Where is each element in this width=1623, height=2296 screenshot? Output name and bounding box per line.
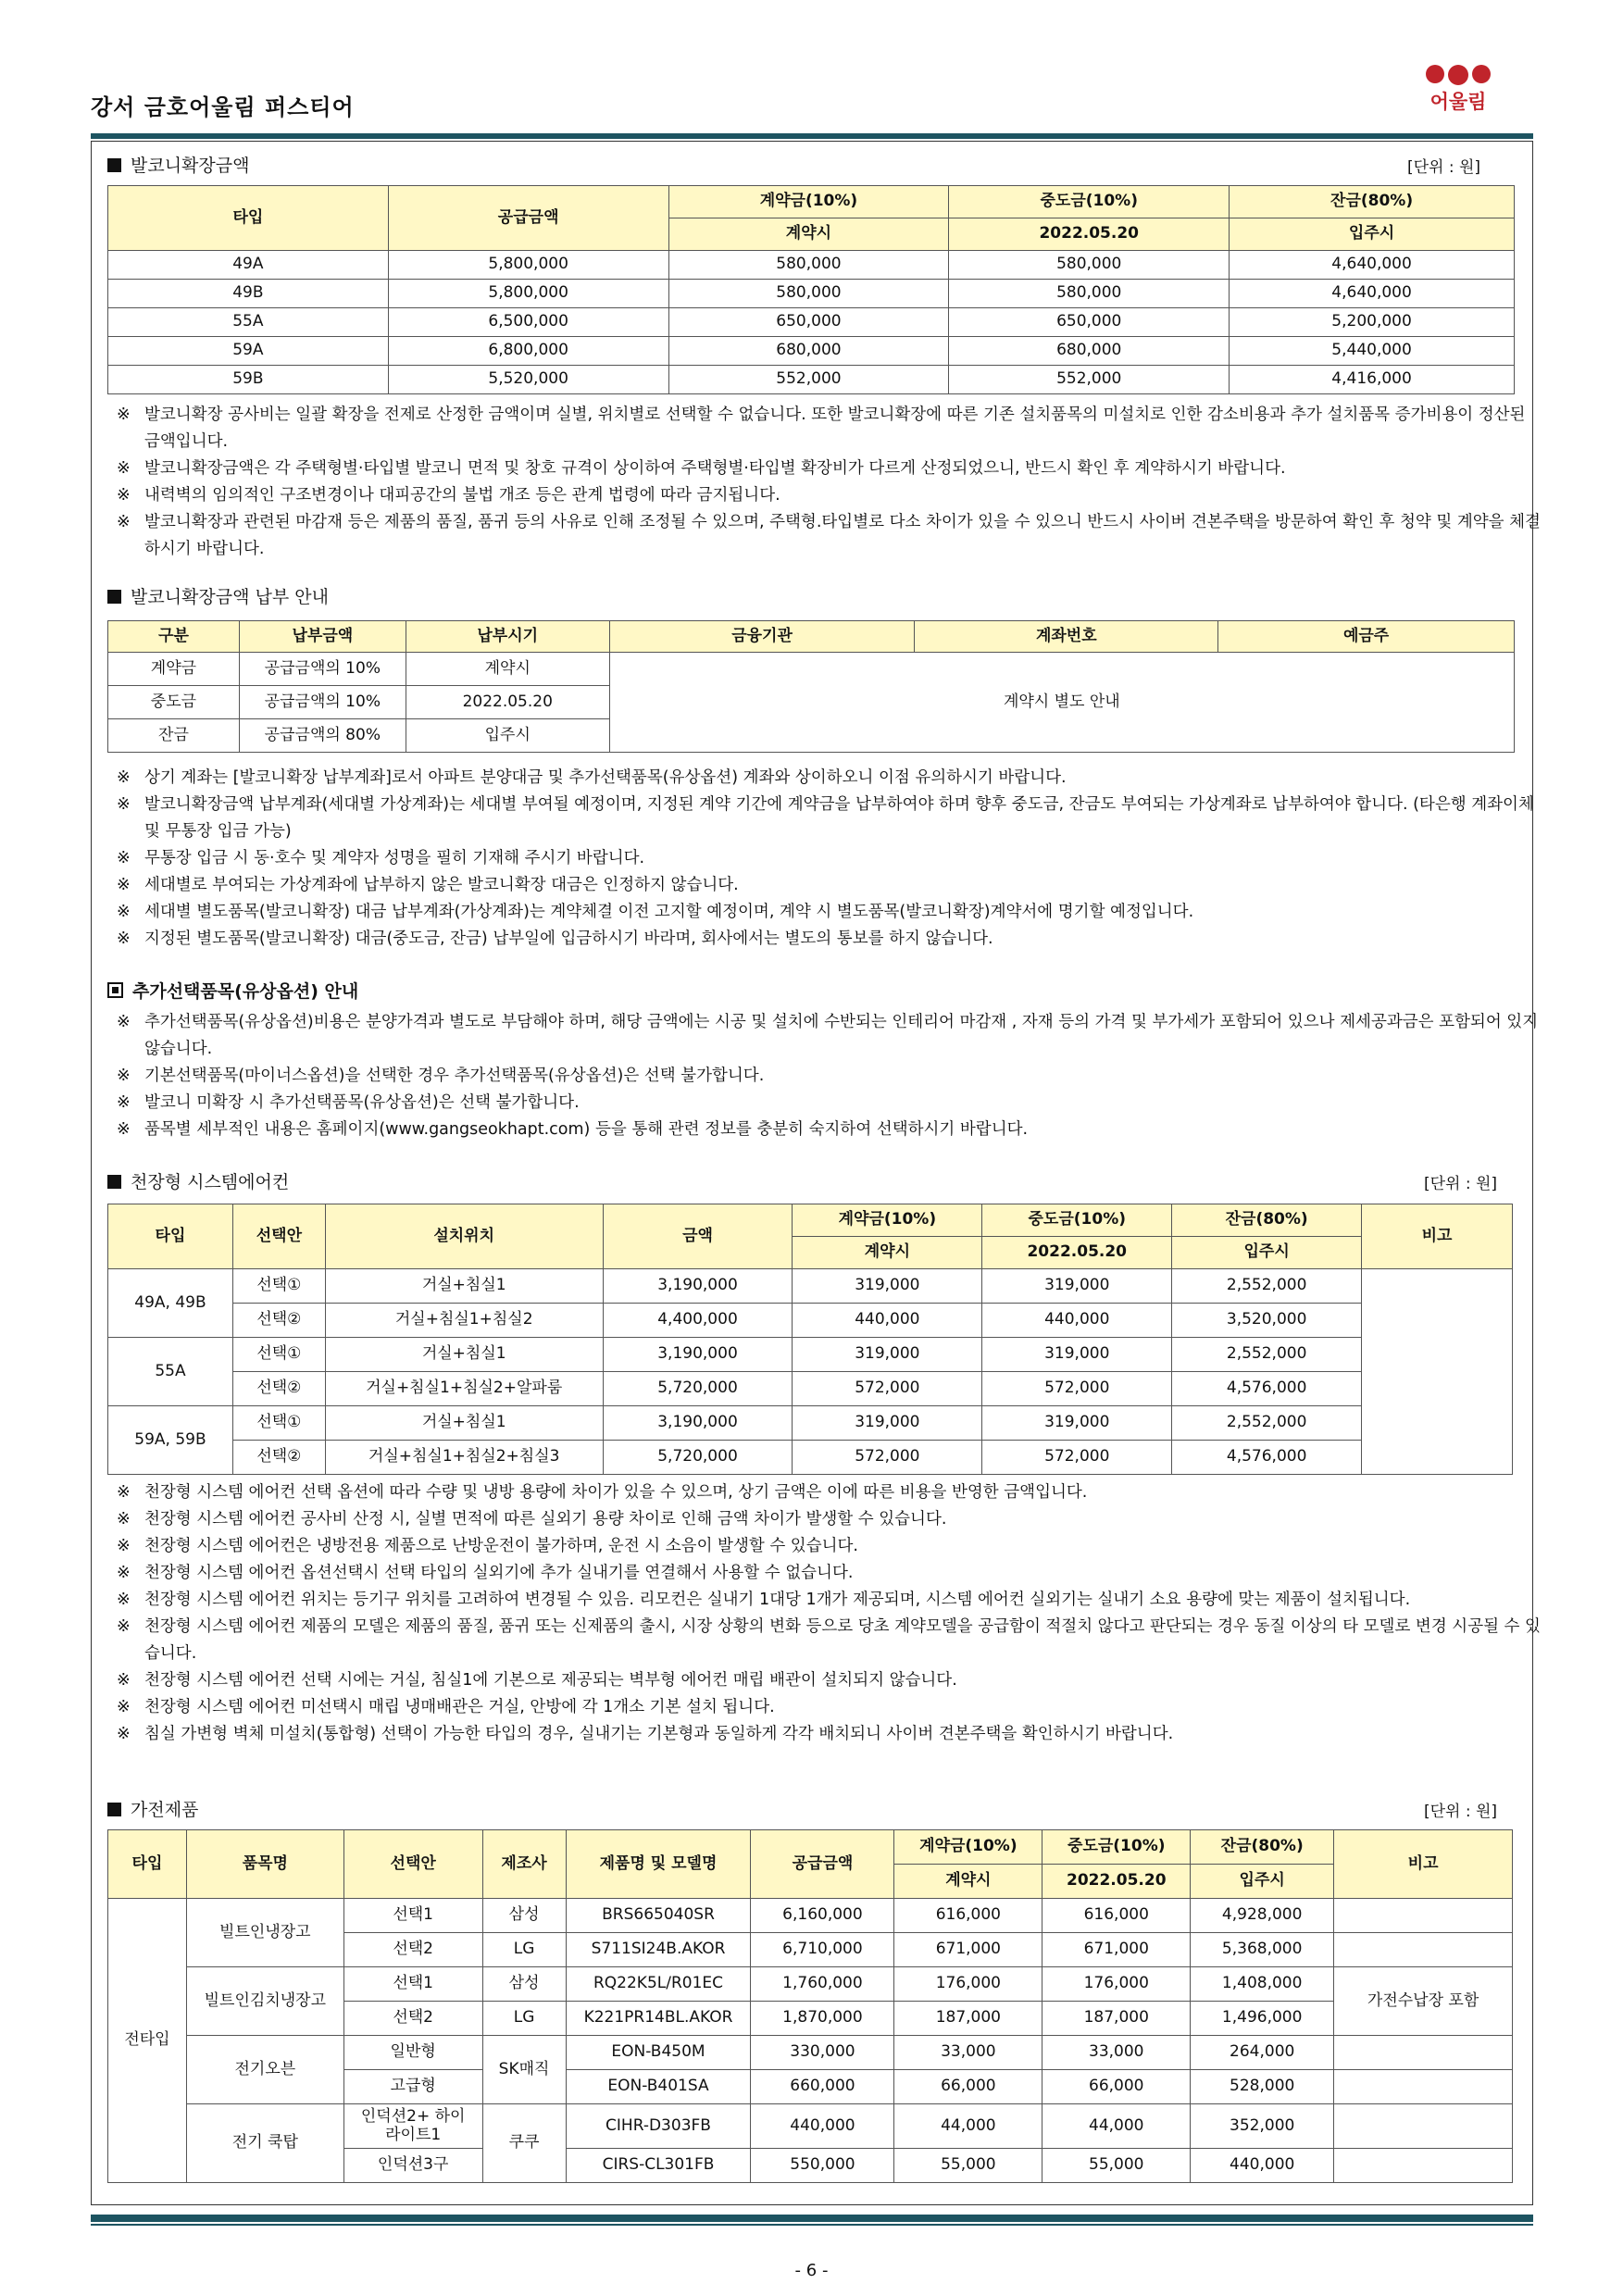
boxed-square-icon — [107, 982, 123, 998]
table-cell: RQ22K5L/R01EC — [566, 1967, 751, 2002]
col-option: 선택안 — [343, 1830, 482, 1899]
appliance-type-cell: 전타입 — [108, 1899, 187, 2183]
table-cell: 49A — [108, 251, 389, 280]
table-cell: 352,000 — [1191, 2104, 1334, 2149]
table-row — [108, 251, 1515, 280]
table-cell: 5,720,000 — [603, 1441, 793, 1475]
balcony-notes — [117, 402, 1542, 563]
aircon-unit: [단위 : 원] — [1424, 1175, 1498, 1193]
table-cell: BRS665040SR — [566, 1899, 751, 1933]
table-cell: 4,640,000 — [1230, 280, 1515, 308]
table-row — [108, 1372, 1513, 1406]
logo-dots-icon — [1421, 65, 1495, 85]
note-item — [117, 482, 1542, 509]
note-text: 품목별 세부적인 내용은 홈페이지(www.gangseokhapt.com) 등을 통해 관련 정보를 충분히 숙지하여 선택하시기 바랍니다. — [144, 1120, 1029, 1139]
brand-logo — [1421, 65, 1495, 115]
note-item — [117, 899, 1542, 926]
note-item — [117, 1667, 1542, 1694]
note-item — [117, 872, 1542, 899]
table-cell: 671,000 — [1042, 1933, 1191, 1967]
table-cell: 680,000 — [668, 337, 949, 366]
table-cell: 66,000 — [894, 2070, 1042, 2104]
note-item — [117, 1090, 1542, 1117]
col-location: 설치위치 — [325, 1204, 603, 1269]
col-middle-when: 2022.05.20 — [949, 218, 1230, 251]
col-contract: 계약금(10%) — [793, 1204, 982, 1237]
col-contract-when: 계약시 — [793, 1237, 982, 1269]
table-cell: 650,000 — [668, 308, 949, 337]
reference-mark-icon: ※ — [117, 513, 131, 531]
note-item — [117, 1117, 1542, 1143]
table-cell: 187,000 — [1042, 2002, 1191, 2036]
col-middle-when: 2022.05.20 — [1042, 1865, 1191, 1899]
table-cell: 552,000 — [949, 366, 1230, 394]
payment-col-header: 납부시기 — [406, 621, 609, 653]
reference-mark-icon: ※ — [117, 1067, 131, 1085]
table-cell: 580,000 — [668, 251, 949, 280]
col-contract: 계약금(10%) — [668, 186, 949, 218]
table-row — [108, 2036, 1513, 2070]
col-amount: 금액 — [603, 1204, 793, 1269]
table-row — [108, 1899, 1513, 1933]
appliance-table — [107, 1829, 1513, 2183]
reference-mark-icon: ※ — [117, 1510, 131, 1529]
note-item — [117, 765, 1542, 792]
payment-section-title: 발코니확장금액 납부 안내 — [107, 583, 329, 608]
note-item — [117, 1694, 1542, 1721]
note-item — [117, 1560, 1542, 1587]
reference-mark-icon: ※ — [117, 1013, 131, 1031]
note-text: 발코니확장금액은 각 주택형별·타입별 발코니 면적 및 창호 규격이 상이하여 주택형별·타입별 확장비가 다르게 산정되었으니, 반드시 확인 후 계약하시기 바랍니다. — [144, 459, 1286, 478]
col-balance: 잔금(80%) — [1172, 1204, 1362, 1237]
table-cell: 4,400,000 — [603, 1304, 793, 1338]
table-cell: EON-B450M — [566, 2036, 751, 2070]
note-text: 침실 가변형 벽체 미설치(통합형) 선택이 가능한 타입의 경우, 실내기는 기본형과 동일하게 각각 배치되니 사이버 견본주택을 확인하시기 바랍니다. — [144, 1725, 1174, 1743]
table-row — [108, 280, 1515, 308]
table-cell: 거실+침실1+침실2+알파룸 — [325, 1372, 603, 1406]
aircon-type-cell: 55A — [108, 1338, 233, 1406]
table-cell: 3,190,000 — [603, 1269, 793, 1304]
note-item — [117, 509, 1542, 563]
square-bullet-icon — [107, 1175, 121, 1189]
appliance-item-name: 전기 쿡탑 — [186, 2104, 343, 2183]
appliance-note-cell — [1334, 1933, 1513, 1967]
table-cell: 59A — [108, 337, 389, 366]
appliance-option: 고급형 — [343, 2070, 482, 2104]
table-cell: 55,000 — [894, 2149, 1042, 2183]
reference-mark-icon: ※ — [117, 903, 131, 921]
appliance-unit: [단위 : 원] — [1424, 1803, 1498, 1821]
table-cell: 5,440,000 — [1230, 337, 1515, 366]
note-text: 상기 계좌는 [발코니확장 납부계좌]로서 아파트 분양대금 및 추가선택품목(유상옵션) 계좌와 상이하오니 이점 유의하시기 바랍니다. — [144, 768, 1067, 787]
payment-amount: 공급금액의 10% — [239, 653, 406, 686]
col-middle-when: 2022.05.20 — [982, 1237, 1172, 1269]
table-row — [108, 1967, 1513, 2002]
col-note: 비고 — [1362, 1204, 1513, 1269]
col-balance-when: 입주시 — [1230, 218, 1515, 251]
table-cell: 4,928,000 — [1191, 1899, 1334, 1933]
table-cell: 3,190,000 — [603, 1406, 793, 1441]
table-cell: 49B — [108, 280, 389, 308]
payment-table — [107, 620, 1515, 753]
table-cell: 1,496,000 — [1191, 2002, 1334, 2036]
reference-mark-icon: ※ — [117, 1591, 131, 1609]
table-cell: 440,000 — [1191, 2149, 1334, 2183]
appliance-note-cell — [1334, 2070, 1513, 2104]
table-cell: 2,552,000 — [1172, 1269, 1362, 1304]
table-cell: 176,000 — [894, 1967, 1042, 2002]
table-cell: 3,520,000 — [1172, 1304, 1362, 1338]
note-item — [117, 1063, 1542, 1090]
table-row — [108, 1441, 1513, 1475]
reference-mark-icon: ※ — [117, 1537, 131, 1555]
appliance-note-cell — [1334, 2104, 1513, 2149]
table-cell: 선택② — [232, 1441, 325, 1475]
reference-mark-icon: ※ — [117, 849, 131, 867]
col-contract-when: 계약시 — [668, 218, 949, 251]
table-cell: 5,800,000 — [388, 280, 668, 308]
square-bullet-icon — [107, 158, 121, 172]
reference-mark-icon: ※ — [117, 1120, 131, 1139]
footer-rule — [91, 2215, 1533, 2222]
aircon-note-cell — [1362, 1269, 1513, 1475]
table-cell: 440,000 — [793, 1304, 982, 1338]
options-notes — [117, 1009, 1542, 1143]
col-type: 타입 — [108, 1830, 187, 1899]
table-cell: 319,000 — [793, 1338, 982, 1372]
note-item — [117, 1721, 1542, 1748]
appliance-option: 일반형 — [343, 2036, 482, 2070]
col-maker: 제조사 — [482, 1830, 566, 1899]
note-item — [117, 402, 1542, 455]
table-cell: 550,000 — [751, 2149, 894, 2183]
square-bullet-icon — [107, 590, 121, 604]
table-cell: 4,416,000 — [1230, 366, 1515, 394]
table-cell: 44,000 — [1042, 2104, 1191, 2149]
table-cell: 680,000 — [949, 337, 1230, 366]
note-text: 발코니 미확장 시 추가선택품목(유상옵션)은 선택 불가합니다. — [144, 1093, 580, 1112]
note-item — [117, 792, 1542, 845]
table-cell: 33,000 — [894, 2036, 1042, 2070]
note-text: 발코니확장과 관련된 마감재 등은 제품의 품질, 품귀 등의 사유로 인해 조정될 수 있으며, 주택형.타입별로 다소 차이가 있을 수 있으니 반드시 사이버 견본주택을 방문하여 확인 후 청약 및 계약을 체결하시기 바랍니다. — [144, 513, 1541, 558]
table-cell: 319,000 — [793, 1406, 982, 1441]
table-row — [108, 366, 1515, 394]
table-cell: 3,190,000 — [603, 1338, 793, 1372]
reference-mark-icon: ※ — [117, 1617, 131, 1636]
table-cell: 선택① — [232, 1269, 325, 1304]
table-cell: 264,000 — [1191, 2036, 1334, 2070]
reference-mark-icon: ※ — [117, 1564, 131, 1582]
reference-mark-icon: ※ — [117, 459, 131, 478]
reference-mark-icon: ※ — [117, 768, 131, 787]
col-middle: 중도금(10%) — [982, 1204, 1172, 1237]
appliance-note-cell — [1334, 1899, 1513, 1933]
table-cell: 330,000 — [751, 2036, 894, 2070]
payment-when: 계약시 — [406, 653, 609, 686]
table-cell: 5,520,000 — [388, 366, 668, 394]
appliance-note-cell — [1334, 2036, 1513, 2070]
footer-rule-thin — [91, 2224, 1533, 2226]
col-type: 타입 — [108, 1204, 233, 1269]
page-header-title: 강서 금호어울림 퍼스티어 — [91, 94, 355, 120]
table-cell: 319,000 — [982, 1269, 1172, 1304]
table-cell: 5,800,000 — [388, 251, 668, 280]
table-row — [108, 1406, 1513, 1441]
appliance-item-name: 빌트인김치냉장고 — [186, 1967, 343, 2036]
table-cell: 616,000 — [894, 1899, 1042, 1933]
table-cell: 580,000 — [668, 280, 949, 308]
table-cell: 6,710,000 — [751, 1933, 894, 1967]
table-cell: 440,000 — [982, 1304, 1172, 1338]
table-row — [108, 1269, 1513, 1304]
payment-when: 입주시 — [406, 719, 609, 753]
account-note: 계약시 별도 안내 — [609, 653, 1514, 753]
col-option: 선택안 — [232, 1204, 325, 1269]
appliance-option: 선택2 — [343, 2002, 482, 2036]
table-cell: 선택② — [232, 1372, 325, 1406]
appliance-section-title: 가전제품 — [107, 1796, 198, 1821]
table-row — [108, 2104, 1513, 2149]
table-cell: 4,576,000 — [1172, 1372, 1362, 1406]
appliance-maker: 쿠쿠 — [482, 2104, 566, 2183]
note-text: 세대별로 부여되는 가상계좌에 납부하지 않은 발코니확장 대금은 인정하지 않습니다. — [144, 876, 739, 894]
reference-mark-icon: ※ — [117, 1483, 131, 1502]
note-text: 천장형 시스템 에어컨 공사비 산정 시, 실별 면적에 따른 실외기 용량 차이로 인해 금액 차이가 발생할 수 있습니다. — [144, 1510, 947, 1529]
note-text: 무통장 입금 시 동·호수 및 계약자 성명을 필히 기재해 주시기 바랍니다. — [144, 849, 645, 867]
options-section-title: 추가선택품목(유상옵션) 안내 — [107, 978, 358, 1003]
note-text: 천장형 시스템 에어컨 선택 시에는 거실, 침실1에 기본으로 제공되는 벽부형 에어컨 매립 배관이 설치되지 않습니다. — [144, 1671, 957, 1690]
payment-col-header: 예금주 — [1218, 621, 1515, 653]
note-item — [117, 926, 1542, 953]
table-cell: 4,576,000 — [1172, 1441, 1362, 1475]
appliance-item-name: 전기오븐 — [186, 2036, 343, 2104]
table-cell: CIRS-CL301FB — [566, 2149, 751, 2183]
col-model: 제품명 및 모델명 — [566, 1830, 751, 1899]
table-cell: 44,000 — [894, 2104, 1042, 2149]
appliance-option: 인덕션3구 — [343, 2149, 482, 2183]
appliance-maker: LG — [482, 2002, 566, 2036]
table-cell: 55,000 — [1042, 2149, 1191, 2183]
table-cell: 319,000 — [793, 1269, 982, 1304]
reference-mark-icon: ※ — [117, 406, 131, 424]
aircon-type-cell: 59A, 59B — [108, 1406, 233, 1475]
col-item: 품목명 — [186, 1830, 343, 1899]
aircon-notes — [117, 1479, 1542, 1748]
page-number: - 6 - — [794, 2261, 829, 2280]
note-item — [117, 1614, 1542, 1667]
payment-row-label: 계약금 — [108, 653, 240, 686]
table-cell: 572,000 — [793, 1441, 982, 1475]
table-cell: 6,800,000 — [388, 337, 668, 366]
aircon-section-title: 천장형 시스템에어컨 — [107, 1168, 289, 1193]
table-cell: 1,408,000 — [1191, 1967, 1334, 2002]
col-middle: 중도금(10%) — [1042, 1830, 1191, 1865]
col-contract: 계약금(10%) — [894, 1830, 1042, 1865]
table-cell: 59B — [108, 366, 389, 394]
table-row — [108, 308, 1515, 337]
table-cell: 2,552,000 — [1172, 1338, 1362, 1372]
balcony-unit: [단위 : 원] — [1407, 158, 1481, 177]
table-cell: 572,000 — [982, 1441, 1172, 1475]
aircon-table — [107, 1204, 1513, 1475]
note-item — [117, 455, 1542, 482]
appliance-item-name: 빌트인냉장고 — [186, 1899, 343, 1967]
square-bullet-icon — [107, 1803, 121, 1816]
col-balance: 잔금(80%) — [1191, 1830, 1334, 1865]
payment-col-header: 계좌번호 — [915, 621, 1218, 653]
payment-notes — [117, 765, 1542, 953]
note-text: 천장형 시스템 에어컨 제품의 모델은 제품의 품질, 품귀 또는 신제품의 출시, 시장 상황의 변화 등으로 당초 계약모델을 공급함이 적절치 않다고 판단되는 경우 동질 이상의 타 모델로 변경 시공될 수 있습니다. — [144, 1617, 1541, 1663]
col-type: 타입 — [108, 186, 389, 251]
note-text: 기본선택품목(마이너스옵션)을 선택한 경우 추가선택품목(유상옵션)은 선택 불가합니다. — [144, 1067, 765, 1085]
col-balance: 잔금(80%) — [1230, 186, 1515, 218]
table-cell: CIHR-D303FB — [566, 2104, 751, 2149]
table-cell: 572,000 — [793, 1372, 982, 1406]
table-cell: 66,000 — [1042, 2070, 1191, 2104]
col-middle: 중도금(10%) — [949, 186, 1230, 218]
appliance-option: 선택1 — [343, 1967, 482, 2002]
appliance-maker: SK매직 — [482, 2036, 566, 2104]
table-cell: 4,640,000 — [1230, 251, 1515, 280]
col-supply: 공급금액 — [388, 186, 668, 251]
reference-mark-icon: ※ — [117, 930, 131, 948]
note-item — [117, 1533, 1542, 1560]
table-cell: 거실+침실1 — [325, 1406, 603, 1441]
table-row — [108, 1304, 1513, 1338]
payment-amount: 공급금액의 10% — [239, 686, 406, 719]
appliance-option: 선택1 — [343, 1899, 482, 1933]
note-text: 천장형 시스템 에어컨 선택 옵션에 따라 수량 및 냉방 용량에 차이가 있을 수 있으며, 상기 금액은 이에 따른 비용을 반영한 금액입니다. — [144, 1483, 1088, 1502]
header-rule — [91, 133, 1533, 139]
note-item — [117, 1009, 1542, 1063]
table-cell: 187,000 — [894, 2002, 1042, 2036]
table-cell: 거실+침실1+침실2+침실3 — [325, 1441, 603, 1475]
note-text: 지정된 별도품목(발코니확장) 대금(중도금, 잔금) 납부일에 입금하시기 바라며, 회사에서는 별도의 통보를 하지 않습니다. — [144, 930, 993, 948]
payment-row-label: 중도금 — [108, 686, 240, 719]
col-supply: 공급금액 — [751, 1830, 894, 1899]
note-text: 발코니확장금액 납부계좌(세대별 가상계좌)는 세대별 부여될 예정이며, 지정된 계약 기간에 계약금을 납부하여야 하며 향후 중도금, 잔금도 부여되는 가상계좌로 납부하여야 합니다. (타은행 계좌이체 및 무통장 입금 가능) — [144, 795, 1534, 841]
table-cell: 선택① — [232, 1406, 325, 1441]
appliance-maker: LG — [482, 1933, 566, 1967]
table-cell: 580,000 — [949, 251, 1230, 280]
table-cell: 671,000 — [894, 1933, 1042, 1967]
payment-col-header: 구분 — [108, 621, 240, 653]
reference-mark-icon: ※ — [117, 1671, 131, 1690]
payment-row-label: 잔금 — [108, 719, 240, 753]
table-cell: 1,870,000 — [751, 2002, 894, 2036]
table-cell: 528,000 — [1191, 2070, 1334, 2104]
appliance-option: 인덕션2+ 하이라이트1 — [343, 2104, 482, 2149]
reference-mark-icon: ※ — [117, 876, 131, 894]
note-item — [117, 1479, 1542, 1506]
table-cell: 580,000 — [949, 280, 1230, 308]
table-cell: 거실+침실1 — [325, 1338, 603, 1372]
table-cell: 6,160,000 — [751, 1899, 894, 1933]
note-item — [117, 1506, 1542, 1533]
table-cell: 33,000 — [1042, 2036, 1191, 2070]
payment-col-header: 납부금액 — [239, 621, 406, 653]
note-text: 발코니확장 공사비는 일괄 확장을 전제로 산정한 금액이며 실별, 위치별로 선택할 수 없습니다. 또한 발코니확장에 따른 기존 설치품목의 미설치로 인한 감소비용과 추가 설치품목 증가비용이 정산된 금액입니다. — [144, 406, 1526, 451]
note-text: 내력벽의 임의적인 구조변경이나 대피공간의 불법 개조 등은 관계 법령에 따라 금지됩니다. — [144, 486, 780, 505]
table-cell: 440,000 — [751, 2104, 894, 2149]
table-cell: K221PR14BL.AKOR — [566, 2002, 751, 2036]
note-text: 추가선택품목(유상옵션)비용은 분양가격과 별도로 부담해야 하며, 해당 금액에는 시공 및 설치에 수반되는 인테리어 마감재 , 자재 등의 가격 및 부가세가 포함되어 있으나 제세공과금은 포함되어 있지 않습니다. — [144, 1013, 1539, 1058]
table-cell: 660,000 — [751, 2070, 894, 2104]
note-text: 천장형 시스템 에어컨 미선택시 매립 냉매배관은 거실, 안방에 각 1개소 기본 설치 됩니다. — [144, 1698, 775, 1716]
table-cell: EON-B401SA — [566, 2070, 751, 2104]
table-cell: 6,500,000 — [388, 308, 668, 337]
reference-mark-icon: ※ — [117, 1093, 131, 1112]
table-cell: 572,000 — [982, 1372, 1172, 1406]
payment-amount: 공급금액의 80% — [239, 719, 406, 753]
note-item — [117, 1587, 1542, 1614]
note-text: 천장형 시스템 에어컨 옵션선택시 선택 타입의 실외기에 추가 실내기를 연결해서 사용할 수 없습니다. — [144, 1564, 854, 1582]
note-text: 세대별 별도품목(발코니확장) 대금 납부계좌(가상계좌)는 계약체결 이전 고지할 예정이며, 계약 시 별도품목(발코니확장)계약서에 명기할 예정입니다. — [144, 903, 1194, 921]
table-cell: 1,760,000 — [751, 1967, 894, 2002]
appliance-maker: 삼성 — [482, 1899, 566, 1933]
table-cell: 176,000 — [1042, 1967, 1191, 2002]
note-text: 천장형 시스템 에어컨 위치는 등기구 위치를 고려하여 변경될 수 있음. 리모컨은 실내기 1대당 1개가 제공되며, 시스템 에어컨 실외기는 실내기 소요 용량에 맞는 제품이 설치됩니다. — [144, 1591, 1411, 1609]
payment-when: 2022.05.20 — [406, 686, 609, 719]
table-cell: 616,000 — [1042, 1899, 1191, 1933]
col-note: 비고 — [1334, 1830, 1513, 1899]
reference-mark-icon: ※ — [117, 1725, 131, 1743]
table-cell: 5,368,000 — [1191, 1933, 1334, 1967]
table-cell: 5,720,000 — [603, 1372, 793, 1406]
reference-mark-icon: ※ — [117, 1698, 131, 1716]
table-row — [108, 337, 1515, 366]
table-cell: 선택① — [232, 1338, 325, 1372]
reference-mark-icon: ※ — [117, 795, 131, 814]
appliance-note-cell — [1334, 2149, 1513, 2183]
table-cell: 650,000 — [949, 308, 1230, 337]
appliance-maker: 삼성 — [482, 1967, 566, 2002]
col-contract-when: 계약시 — [894, 1865, 1042, 1899]
note-text: 천장형 시스템 에어컨은 냉방전용 제품으로 난방운전이 불가하며, 운전 시 소음이 발생할 수 있습니다. — [144, 1537, 858, 1555]
col-balance-when: 입주시 — [1191, 1865, 1334, 1899]
col-balance-when: 입주시 — [1172, 1237, 1362, 1269]
table-row — [108, 1338, 1513, 1372]
table-cell: S711SI24B.AKOR — [566, 1933, 751, 1967]
aircon-type-cell: 49A, 49B — [108, 1269, 233, 1338]
table-cell: 55A — [108, 308, 389, 337]
appliance-remark: 가전수납장 포함 — [1334, 1967, 1513, 2036]
table-cell: 552,000 — [668, 366, 949, 394]
table-cell: 319,000 — [982, 1338, 1172, 1372]
table-cell: 319,000 — [982, 1406, 1172, 1441]
table-cell: 거실+침실1+침실2 — [325, 1304, 603, 1338]
note-item — [117, 845, 1542, 872]
logo-text: 어울림 — [1429, 91, 1487, 113]
table-cell: 2,552,000 — [1172, 1406, 1362, 1441]
appliance-option: 선택2 — [343, 1933, 482, 1967]
payment-col-header: 금융기관 — [609, 621, 915, 653]
balcony-section-title: 발코니확장금액 — [107, 152, 249, 177]
table-cell: 5,200,000 — [1230, 308, 1515, 337]
balcony-table — [107, 185, 1515, 394]
reference-mark-icon: ※ — [117, 486, 131, 505]
table-cell: 거실+침실1 — [325, 1269, 603, 1304]
table-cell: 선택② — [232, 1304, 325, 1338]
